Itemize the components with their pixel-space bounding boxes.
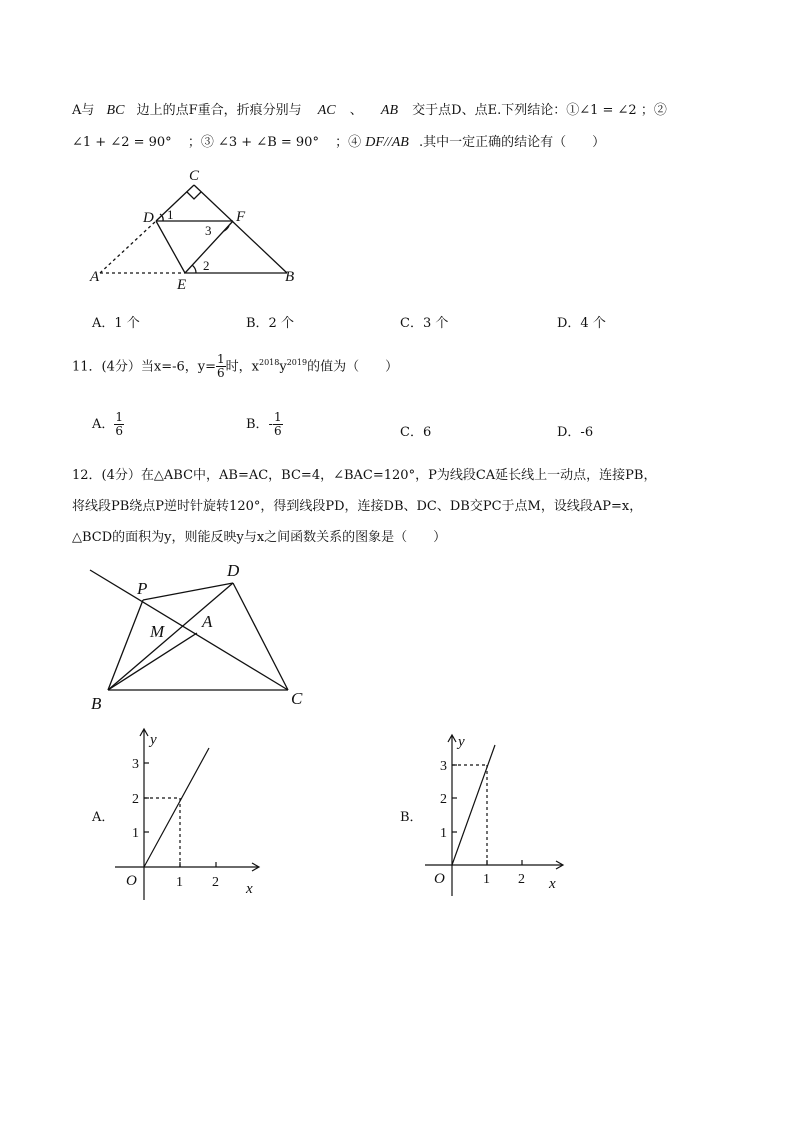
q12-line1: 12．(4分）在△ABC中，AB=AC，BC=4，∠BAC=120°，P为线段CA延长线上一动点，连接PB， [72, 468, 657, 483]
x-axis-label: x [549, 876, 556, 892]
label-e: E [177, 277, 187, 293]
q10-text-part: 交于点D、点E.下列结论：①∠1 = ∠2 ；② [412, 103, 667, 118]
y-axis-arrow-icon [140, 729, 148, 736]
q11-suffix: 的值为（ ） [307, 359, 399, 375]
q11-option-a[interactable] [92, 410, 124, 440]
angle-2-arc [192, 265, 196, 273]
angle-3-label: 3 [205, 223, 212, 238]
conclusion-2: ∠1 + ∠2 = 90° [72, 135, 172, 150]
ytick-label: 3 [132, 757, 139, 772]
label-b: B [285, 269, 295, 285]
separator: 、 [349, 103, 363, 118]
fraction-numerator: 1 [115, 410, 124, 424]
xtick-label: 1 [483, 872, 490, 887]
graph-b-line [452, 745, 495, 865]
line-ca-extended [90, 570, 288, 690]
y-axis-label: y [150, 732, 157, 748]
q10-line2 [72, 134, 605, 152]
label-p: P [137, 579, 148, 598]
q11-option-b[interactable] [246, 410, 283, 440]
q12-line3: △BCD的面积为y，则能反映y与x之间函数关系的图象是（ ） [72, 530, 447, 545]
option-label: B．- [246, 417, 273, 432]
q12-option-a[interactable]: A． [92, 810, 115, 825]
segment-dc [156, 185, 194, 221]
fraction-denominator: 6 [115, 424, 124, 438]
q10-question-tail: .其中一定正确的结论有（ ） [418, 135, 606, 150]
fraction-denominator: 6 [217, 366, 225, 381]
exponent-y: 2019 [286, 358, 308, 367]
segment-ef [185, 221, 233, 273]
q10-option-d[interactable]: D．4 个 [557, 316, 606, 331]
q10-option-b[interactable]: B．2 个 [246, 316, 294, 331]
separator: ；④ [335, 135, 362, 150]
segment-bc: BC [106, 103, 125, 118]
label-d: D [227, 561, 240, 580]
label-c: C [189, 168, 200, 184]
x-axis-label: x [246, 881, 253, 897]
origin-label: O [126, 873, 137, 889]
segment-cb [194, 185, 287, 273]
label-a: A [202, 612, 213, 631]
segment-ba [108, 633, 197, 690]
segment-bp [108, 600, 143, 690]
x-axis-arrow-icon [556, 861, 563, 869]
q11-question [72, 348, 398, 382]
q12-line2: 将线段PB绕点P逆时针旋转120°，得到线段PD，连接DB、DC、DB交PC于点M，设线段AP=x， [72, 499, 643, 514]
q10-text-part: A与 [72, 103, 95, 118]
conclusion-3: ∠3 + ∠B = 90° [217, 135, 319, 150]
fraction-numerator: 1 [273, 410, 282, 424]
fraction [114, 411, 124, 438]
segment-ad-dashed [100, 221, 156, 273]
option-label: A． [92, 417, 115, 432]
xtick-label: 2 [212, 875, 219, 890]
q11-option-d[interactable]: D．-6 [557, 425, 594, 440]
ytick-label: 1 [440, 826, 447, 841]
origin-label: O [434, 871, 445, 887]
xtick-label: 2 [518, 872, 525, 887]
label-d: D [143, 210, 154, 226]
label-c: C [291, 689, 303, 708]
q10-line1 [72, 102, 667, 120]
q10-option-c[interactable]: C．3 个 [400, 316, 449, 331]
q11-mid: 时，x [225, 359, 259, 375]
ytick-label: 1 [132, 826, 139, 841]
angle-1-label: 1 [167, 207, 174, 222]
ytick-label: 2 [440, 792, 447, 807]
separator: ；③ [187, 135, 214, 150]
fraction-y [216, 353, 226, 380]
xtick-label: 1 [176, 875, 183, 890]
angle-3-arc [224, 226, 229, 231]
angle-2-label: 2 [203, 258, 210, 273]
q11-prefix: 11．(4分）当x=-6，y= [72, 359, 217, 375]
segment-ac: AC [317, 103, 336, 118]
ytick-label: 3 [440, 759, 447, 774]
label-f: F [236, 209, 246, 225]
graph-a-line [144, 748, 209, 867]
segment-de [156, 221, 185, 273]
ytick-label: 2 [132, 792, 139, 807]
angle-1-arc [160, 214, 163, 221]
q10-option-a[interactable]: A．1 个 [92, 316, 140, 331]
fraction-denominator: 6 [273, 424, 282, 438]
conclusion-4: DF//AB [365, 135, 409, 150]
label-b: B [91, 694, 102, 713]
segment-ab: AB [380, 103, 399, 118]
y-axis-arrow-icon [448, 735, 456, 742]
segment-bd [108, 583, 233, 690]
segment-pd [143, 583, 233, 600]
y-axis-label: y [458, 734, 465, 750]
q12-option-b[interactable]: B． [400, 810, 423, 825]
label-m: M [150, 622, 165, 641]
var-y: y [279, 359, 287, 375]
label-a: A [90, 269, 100, 285]
q10-text-part: 边上的点F重合，折痕分别与 [136, 103, 302, 118]
x-axis-arrow-icon [252, 863, 259, 871]
exponent-x: 2018 [259, 358, 280, 367]
q11-option-c[interactable]: C．6 [400, 425, 432, 440]
fraction [273, 411, 283, 438]
right-angle-mark [187, 192, 201, 199]
segment-dc [233, 583, 288, 690]
fraction-numerator: 1 [217, 352, 225, 367]
